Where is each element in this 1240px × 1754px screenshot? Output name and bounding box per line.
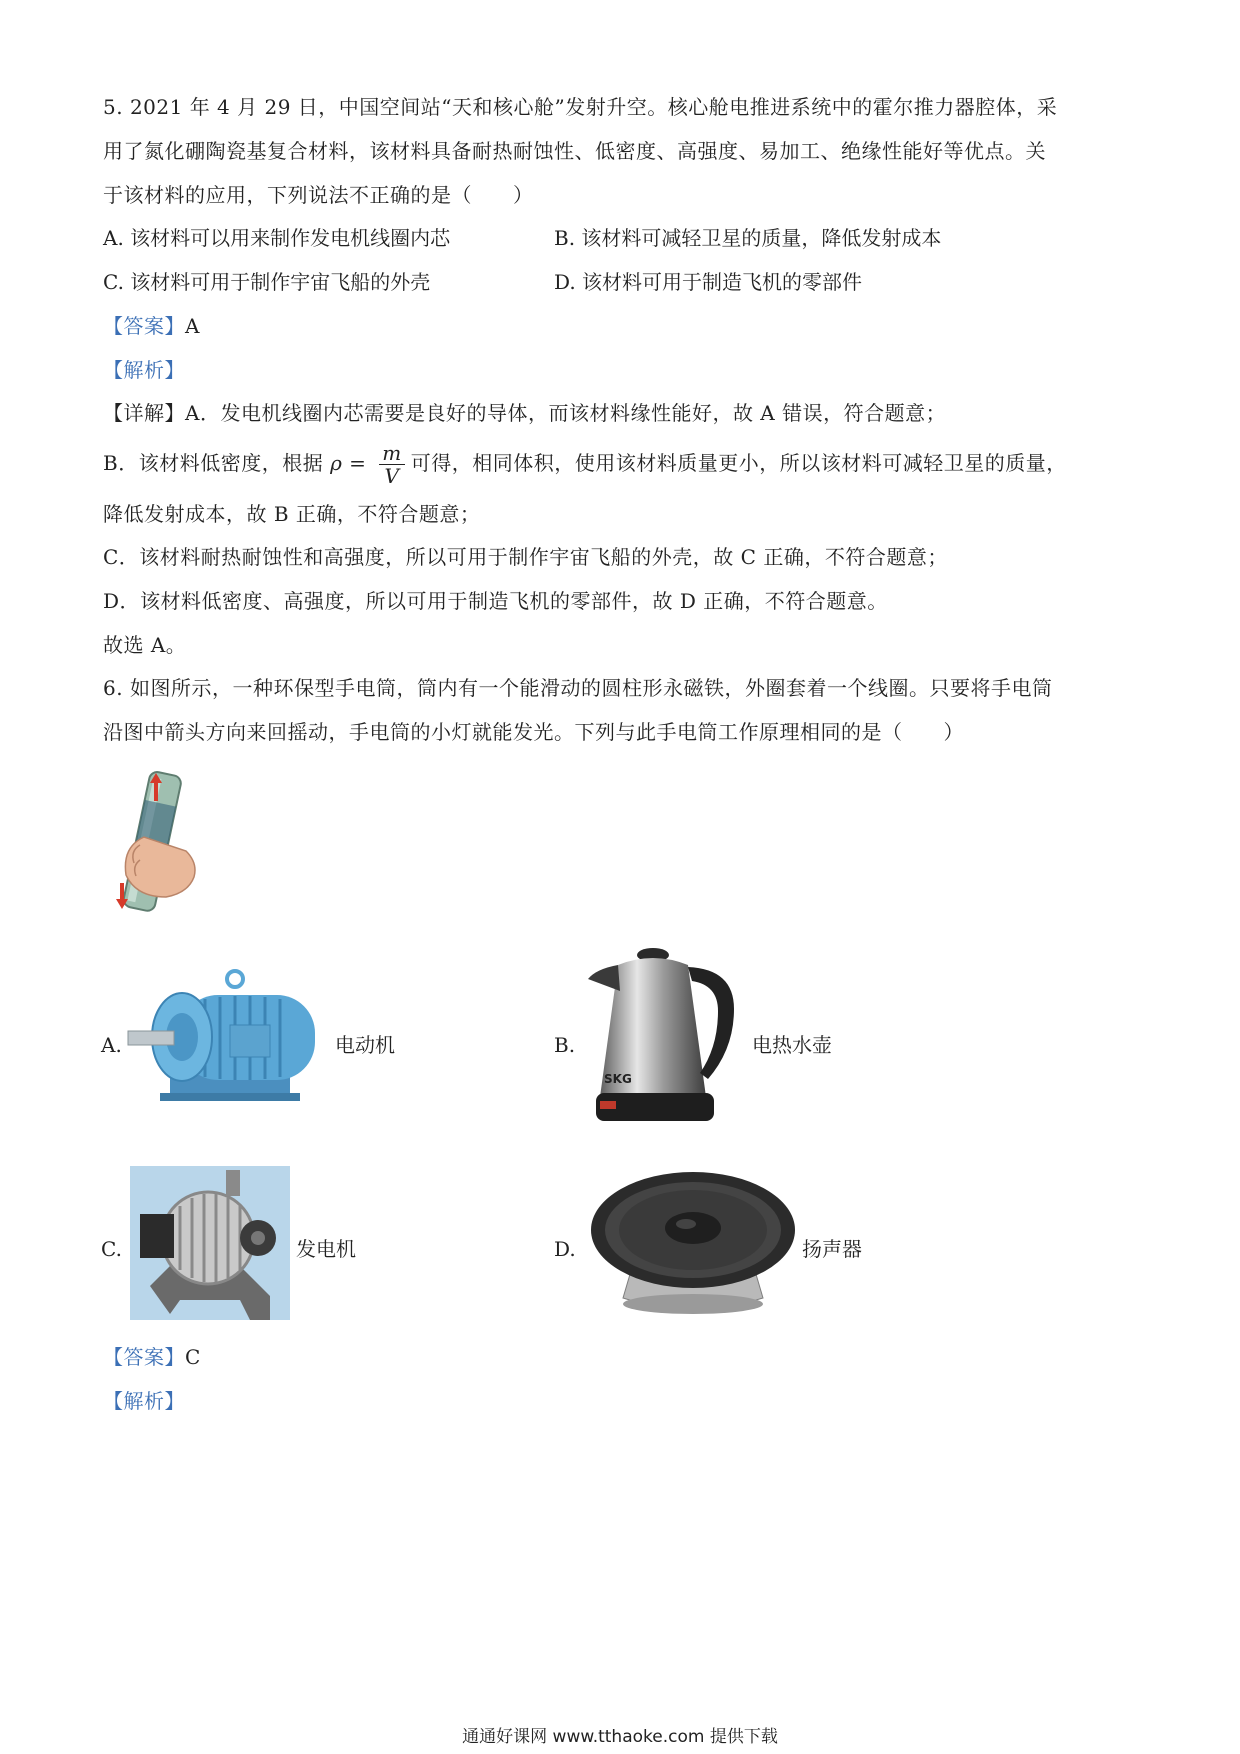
detail-text-post: 可得，相同体积，使用该材料质量更小，所以该材料可减轻卫星的质量， bbox=[410, 451, 1067, 475]
answer-tag: 【答案】 bbox=[103, 314, 185, 338]
kettle-brand-text: SKG bbox=[604, 1072, 632, 1086]
rho-symbol: ρ = bbox=[330, 451, 367, 475]
q5-stem-line3: 于该材料的应用，下列说法不正确的是（ ） bbox=[103, 183, 534, 207]
loudspeaker-image bbox=[588, 1168, 798, 1318]
q5-option-a: A. 该材料可以用来制作发电机线圈内芯 bbox=[103, 226, 451, 250]
q5-detail-line1 bbox=[103, 399, 946, 427]
q6-option-b-letter: B. bbox=[554, 1033, 576, 1057]
q6-option-a-label: 电动机 bbox=[335, 1033, 395, 1057]
q5-detail-line5: D．该材料低密度、高强度，所以可用于制造飞机的零部件，故 D 正确，不符合题意。 bbox=[103, 589, 888, 613]
q6-answer bbox=[103, 1343, 201, 1371]
shaking-flashlight-image bbox=[100, 765, 210, 920]
q5-detail-line2 bbox=[103, 438, 1067, 488]
q6-stem-line2: 沿图中箭头方向来回摇动，手电筒的小灯就能发光。下列与此手电筒工作原理相同的是（ ） bbox=[103, 720, 964, 744]
detail-tag: 【详解】 bbox=[103, 401, 185, 425]
q5-option-b: B. 该材料可减轻卫星的质量，降低发射成本 bbox=[554, 226, 942, 250]
generator-image bbox=[130, 1166, 290, 1320]
q6-option-b-label: 电热水壶 bbox=[752, 1033, 832, 1057]
detail-text: A．发电机线圈内芯需要是良好的导体，而该材料缘性能好，故 A 错误，符合题意； bbox=[185, 401, 947, 425]
page-footer: 通通好课网 www.tthaoke.com 提供下载 bbox=[462, 1727, 778, 1747]
q5-option-d: D. 该材料可用于制造飞机的零部件 bbox=[554, 270, 863, 294]
answer-tag: 【答案】 bbox=[103, 1345, 185, 1369]
q6-option-d-letter: D. bbox=[554, 1237, 576, 1261]
q6-option-d-label: 扬声器 bbox=[802, 1237, 862, 1261]
fraction-denominator: V bbox=[384, 464, 400, 488]
q5-stem-line2: 用了氮化硼陶瓷基复合材料，该材料具备耐热耐蚀性、低密度、高强度、易加工、绝缘性能好等优点。关 bbox=[103, 139, 1046, 163]
fraction-numerator: m bbox=[379, 442, 404, 465]
answer-value: A bbox=[185, 314, 200, 338]
electric-kettle-image bbox=[588, 943, 748, 1143]
q5-stem-line1: 5. 2021 年 4 月 29 日，中国空间站“天和核心舱”发射升空。核心舱电推进系统中的霍尔推力器腔体，采 bbox=[103, 95, 1058, 119]
q5-analysis-tag: 【解析】 bbox=[103, 358, 185, 382]
q5-answer bbox=[103, 312, 200, 340]
q6-option-c-letter: C. bbox=[101, 1237, 122, 1261]
detail-text-pre: B．该材料低密度，根据 bbox=[103, 451, 324, 475]
q6-stem-line1: 6. 如图所示，一种环保型手电筒，筒内有一个能滑动的圆柱形永磁铁，外圈套着一个线圈。只要将手电筒 bbox=[103, 676, 1053, 700]
q5-conclusion: 故选 A。 bbox=[103, 633, 187, 657]
q5-detail-line4: C．该材料耐热耐蚀性和高强度，所以可用于制作宇宙飞船的外壳，故 C 正确，不符合题意； bbox=[103, 545, 948, 569]
density-fraction bbox=[379, 442, 404, 487]
electric-motor-image bbox=[120, 965, 330, 1110]
q6-option-c-label: 发电机 bbox=[296, 1237, 356, 1261]
answer-value: C bbox=[185, 1345, 201, 1369]
q5-option-c: C. 该材料可用于制作宇宙飞船的外壳 bbox=[103, 270, 431, 294]
q6-analysis-tag: 【解析】 bbox=[103, 1389, 185, 1413]
q5-detail-line3: 降低发射成本，故 B 正确，不符合题意； bbox=[103, 502, 481, 526]
q6-option-a-letter: A. bbox=[101, 1033, 122, 1057]
